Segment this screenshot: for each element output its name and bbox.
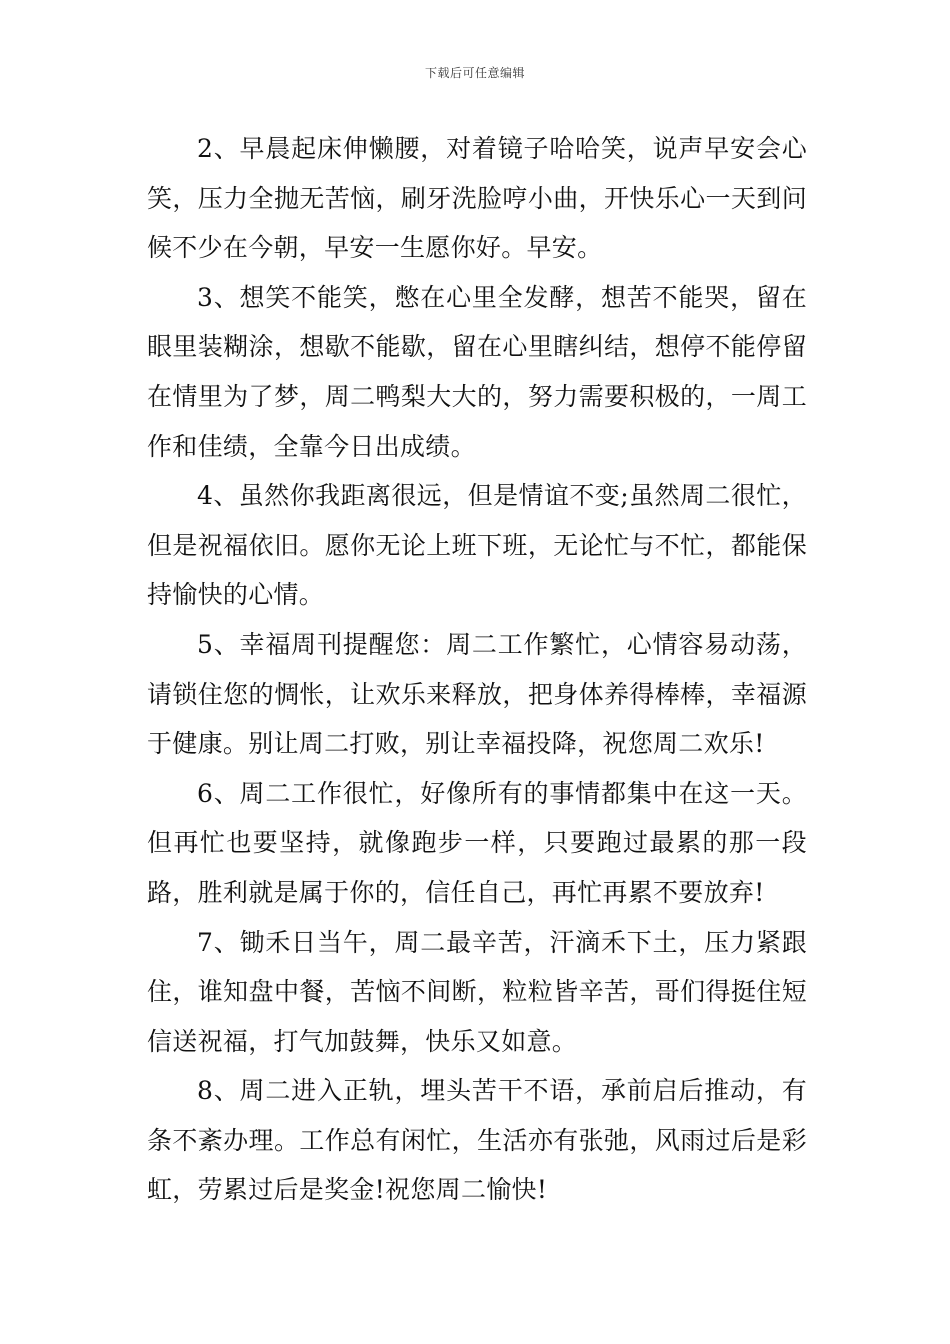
paragraph-7: 7、锄禾日当午，周二最辛苦，汗滴禾下土，压力紧跟住，谁知盘中餐，苦恼不间断，粒粒皆辛苦，哥们得挺住短信送祝福，打气加鼓舞，快乐又如意。 bbox=[147, 927, 807, 1056]
paragraph-3: 3、想笑不能笑，憋在心里全发酵，想苦不能哭，留在眼里装糊涂，想歇不能歇，留在心里瞎纠结，想停不能停留在情里为了梦，周二鸭梨大大的，努力需要积极的，一周工作和佳绩，全靠今日出成绩。 bbox=[147, 282, 807, 461]
paragraph-8: 8、周二进入正轨，埋头苦干不语，承前启后推动，有条不紊办理。工作总有闲忙，生活亦有张弛，风雨过后是彩虹，劳累过后是奖金!祝您周二愉快! bbox=[147, 1076, 807, 1205]
header-note: 下载后可任意编辑 bbox=[424, 66, 525, 80]
paragraph-5: 5、幸福周刊提醒您：周二工作繁忙，心情容易动荡，请锁住您的惆怅，让欢乐来释放，把身体养得棒棒，幸福源于健康。别让周二打败，别让幸福投降，祝您周二欢乐! bbox=[147, 629, 807, 759]
paragraph-6: 6、周二工作很忙，好像所有的事情都集中在这一天。但再忙也要坚持，就像跑步一样，只要跑过最累的那一段路，胜利就是属于你的，信任自己，再忙再累不要放弃! bbox=[147, 778, 807, 907]
paragraph-4: 4、虽然你我距离很远，但是情谊不变;虽然周二很忙，但是祝福依旧。愿你无论上班下班，无论忙与不忙，都能保持愉快的心情。 bbox=[147, 481, 807, 610]
paragraph-2: 2、早晨起床伸懒腰，对着镜子哈哈笑，说声早安会心笑，压力全抛无苦恼，刷牙洗脸哼小曲，开快乐心一天到问候不少在今朝，早安一生愿你好。早安。 bbox=[147, 134, 807, 263]
document-body bbox=[147, 124, 807, 1215]
